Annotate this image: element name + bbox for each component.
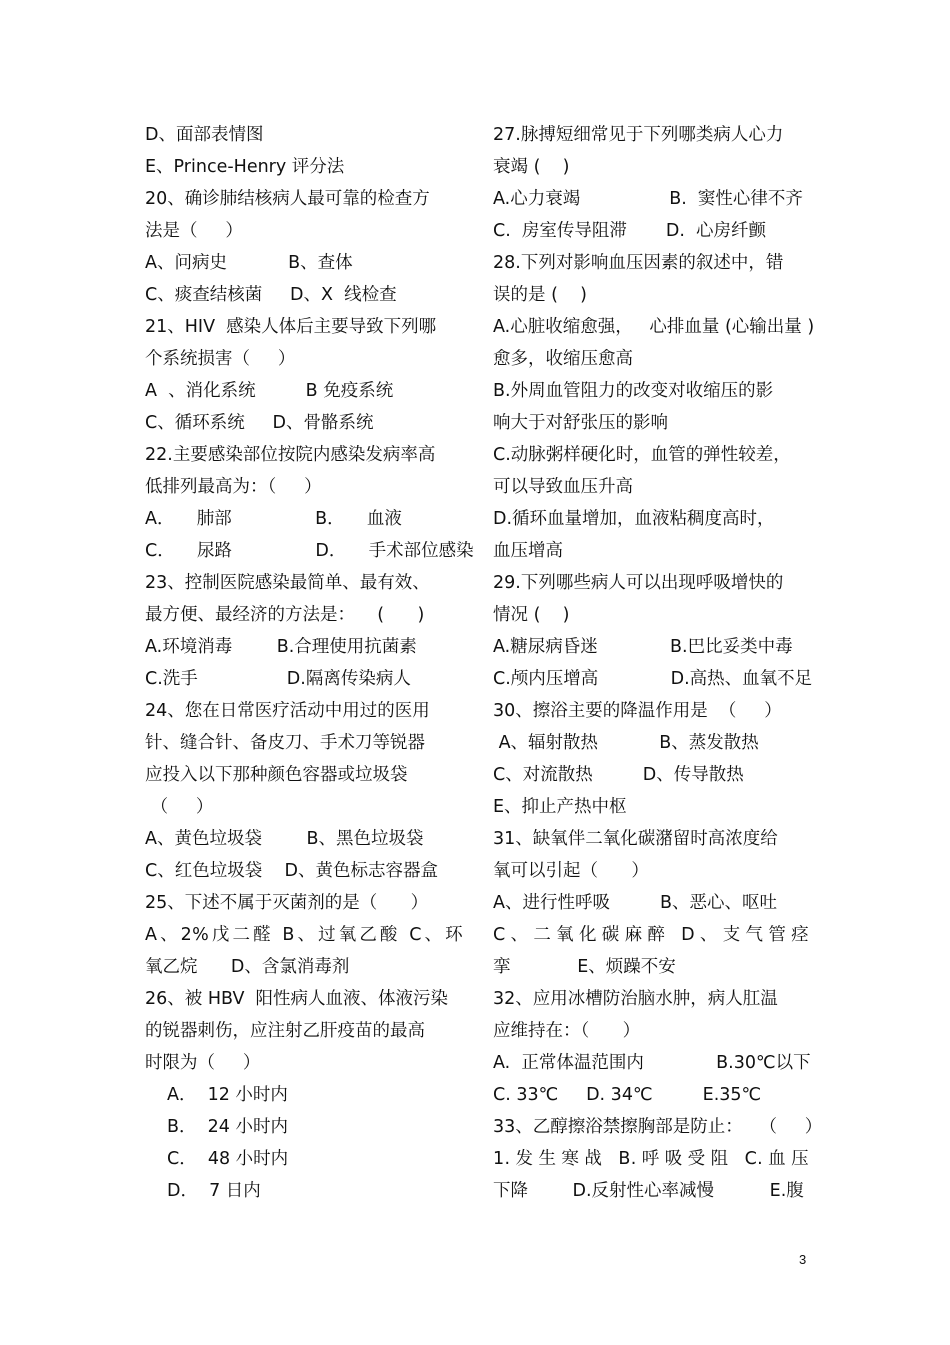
text-line: C． 48 小时内	[167, 1149, 289, 1169]
text-line: 32、应用冰槽防治脑水肿，病人肛温	[493, 989, 778, 1009]
text-line: C. 房室传导阻滞 D. 心房纤颤	[493, 221, 767, 241]
text-line: 可以导致血压升高	[493, 477, 633, 497]
text-line: C、痰查结核菌 D、X 线检查	[145, 285, 397, 305]
text-line: 响大于对舒张压的影响	[493, 413, 668, 433]
text-line: B.外周血管阻力的改变对收缩压的影	[493, 381, 774, 401]
text-line: 29.下列哪些病人可以出现呼吸增快的	[493, 573, 784, 593]
text-line: 33、乙醇擦浴禁擦胸部是防止： （ ）	[493, 1117, 823, 1137]
text-line: 1.发生寒战 B.呼吸受阻 C.血压	[493, 1149, 809, 1169]
text-line: 衰竭 ( )	[493, 157, 570, 177]
text-line: 20、确诊肺结核病人最可靠的检查方	[145, 189, 430, 209]
text-line: 应投入以下那种颜色容器或垃圾袋	[145, 765, 408, 785]
text-line: 低排列最高为：（ ）	[145, 477, 322, 497]
text-line: 血压增高	[493, 541, 563, 561]
text-line: 21、HIV 感染人体后主要导致下列哪	[145, 317, 437, 337]
text-line: 氧可以引起（ ）	[493, 861, 649, 881]
text-line: 22.主要感染部位按院内感染发病率高	[145, 445, 436, 465]
text-line: C. 33℃ D. 34℃ E.35℃	[493, 1085, 762, 1105]
right-column	[493, 119, 823, 1207]
text-line: 下降 D.反射性心率减慢 E.腹	[493, 1181, 804, 1201]
text-line: C、对流散热 D、传导散热	[493, 765, 744, 785]
text-line: （ ）	[145, 797, 214, 817]
text-line: C、二氧化碳麻醉 D、支气管痉	[493, 925, 809, 945]
text-line: B． 24 小时内	[167, 1117, 288, 1137]
text-line: C． 尿路 D． 手术部位感染	[145, 541, 474, 561]
text-line: D、面部表情图	[145, 125, 264, 145]
text-line: C.颅内压增高 D.高热、血氧不足	[493, 669, 813, 689]
text-line: 挛 E、烦躁不安	[493, 957, 676, 977]
text-line: A.心力衰竭 B. 窦性心律不齐	[493, 189, 803, 209]
text-line: 最方便、最经济的方法是： ( )	[145, 605, 425, 625]
text-line: 氧乙烷 D、含氯消毒剂	[145, 957, 350, 977]
text-line: A 、消化系统 B 免疫系统	[145, 381, 394, 401]
text-line: 个系统损害（ ）	[145, 349, 296, 369]
page-number: 3	[799, 1252, 807, 1267]
text-line: A、问病史 B、查体	[145, 253, 353, 273]
text-line: D． 7 日内	[167, 1181, 261, 1201]
text-line: 情况 ( )	[493, 605, 570, 625]
text-line: A、辐射散热 B、蒸发散热	[493, 733, 759, 753]
text-line: 30、擦浴主要的降温作用是 （ ）	[493, 701, 782, 721]
text-line: C、循环系统 D、骨骼系统	[145, 413, 374, 433]
text-line: A.心脏收缩愈强， 心排血量 (心输出量 )	[493, 317, 815, 337]
text-line: 法是（ ）	[145, 221, 243, 241]
text-line: A、进行性呼吸 B、恶心、呕吐	[493, 893, 778, 913]
left-column	[145, 119, 474, 1207]
text-line: A、黄色垃圾袋 B、黑色垃圾袋	[145, 829, 424, 849]
text-line: A.环境消毒 B.合理使用抗菌素	[145, 637, 417, 657]
text-line: A． 肺部 B． 血液	[145, 509, 402, 529]
text-line: 31、缺氧伴二氧化碳潴留时高浓度给	[493, 829, 778, 849]
text-line: 误的是 ( )	[493, 285, 587, 305]
text-line: 23、控制医院感染最简单、最有效、	[145, 573, 430, 593]
text-line: 愈多，收缩压愈高	[493, 349, 633, 369]
text-line: A、2%戊二醛 B、过氧乙酸 C、环	[145, 925, 463, 945]
text-line: 24、您在日常医疗活动中用过的医用	[145, 701, 430, 721]
text-line: 的锐器刺伤，应注射乙肝疫苗的最高	[145, 1021, 425, 1041]
text-line: 针、缝合针、备皮刀、手术刀等锐器	[145, 733, 425, 753]
text-line: E、Prince-Henry 评分法	[145, 157, 345, 177]
text-line: A． 12 小时内	[167, 1085, 288, 1105]
text-line: A.糖尿病昏迷 B.巴比妥类中毒	[493, 637, 793, 657]
text-line: 应维持在：（ ）	[493, 1021, 641, 1041]
text-line: 时限为（ ）	[145, 1053, 261, 1073]
text-line: D.循环血量增加，血液粘稠度高时，	[493, 509, 775, 529]
text-line: 28.下列对影响血压因素的叙述中，错	[493, 253, 784, 273]
text-line: 25、下述不属于灭菌剂的是（ ）	[145, 893, 429, 913]
text-line: 27.脉搏短细常见于下列哪类病人心力	[493, 125, 784, 145]
text-line: 26、被 HBV 阳性病人血液、体液污染	[145, 989, 449, 1009]
text-line: C、红色垃圾袋 D、黄色标志容器盒	[145, 861, 438, 881]
text-line: C.动脉粥样硬化时，血管的弹性较差，	[493, 445, 791, 465]
text-line: C.洗手 D.隔离传染病人	[145, 669, 411, 689]
text-line: E、抑止产热中枢	[493, 797, 627, 817]
text-line: A. 正常体温范围内 B.30℃以下	[493, 1053, 811, 1073]
